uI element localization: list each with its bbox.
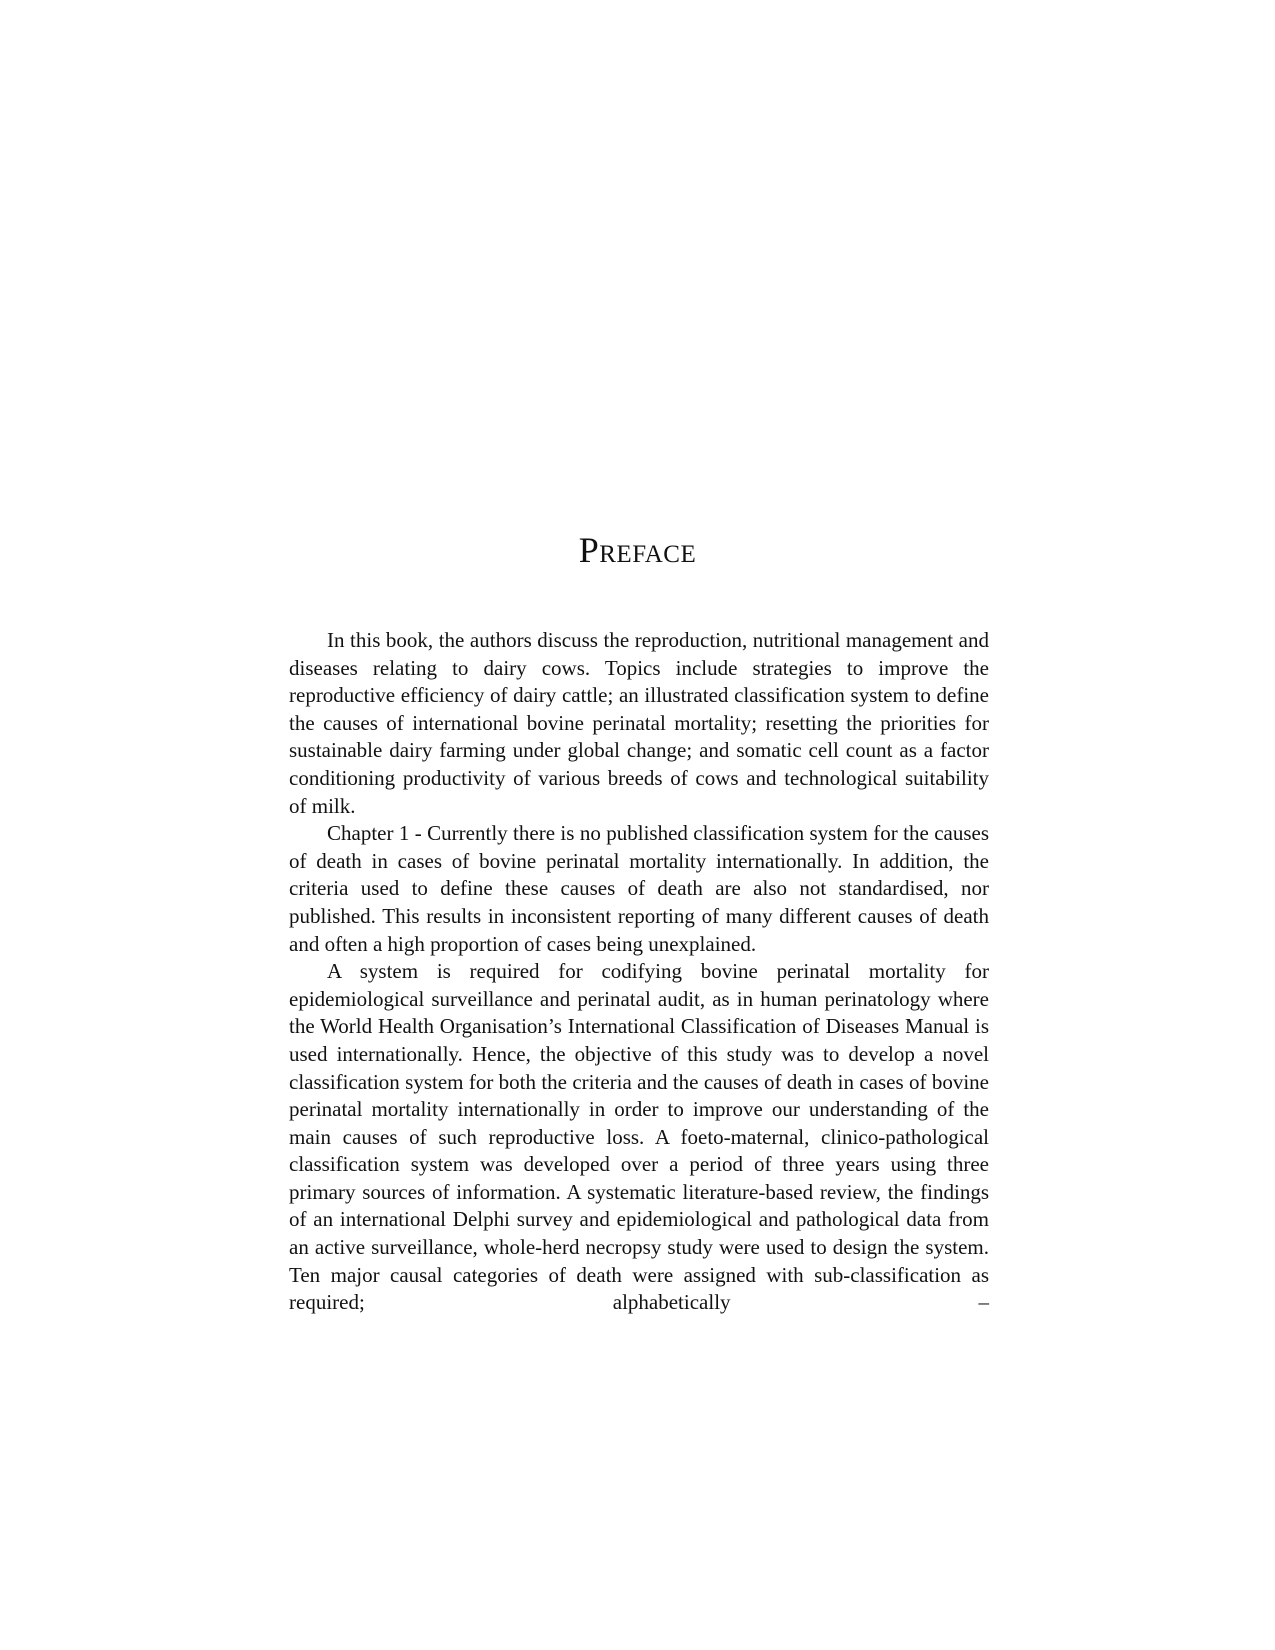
- page-title: Preface: [578, 530, 697, 570]
- paragraph-chapter-1: Chapter 1 - Currently there is no published classification system for the causes of death in cases of bovine perinatal mortality internationally. In addition, the criteria used to define these causes of death are also not standardised, nor published. This results in inconsistent reporting of many different causes of death and often a high proportion of cases being unexplained.: [289, 821, 989, 956]
- paragraph-system: A system is required for codifying bovine perinatal mortality for epidemiological surveillance and perinatal audit, as in human perinatology where the World Health Organisation’s International Classification of Diseases Manual is used internationally. Hence, the objective of this study was to develop a novel classification system for both the criteria and the causes of death in cases of bovine perinatal mortality internationally in order to improve our understanding of the main causes of such reproductive loss. A foeto-maternal, clinico-pathological classification system was developed over a period of three years using three primary sources of information. A systematic literature-based review, the findings of an international Delphi survey and epidemiological and pathological data from an active surveillance, whole-herd necropsy study were used to design the system. Ten major causal categories of death were assigned with sub-classification as required; alphabetically –: [289, 959, 989, 1315]
- paragraph-intro: In this book, the authors discuss the reproduction, nutritional management and diseases relating to dairy cows. Topics include strategies to improve the reproductive efficiency of dairy cattle; an illustrated classification system to define the causes of international bovine perinatal mortality; resetting the priorities for sustainable dairy farming under global change; and somatic cell count as a factor conditioning productivity of various breeds of cows and technological suitability of milk.: [289, 628, 989, 818]
- preface-body: [289, 627, 989, 1317]
